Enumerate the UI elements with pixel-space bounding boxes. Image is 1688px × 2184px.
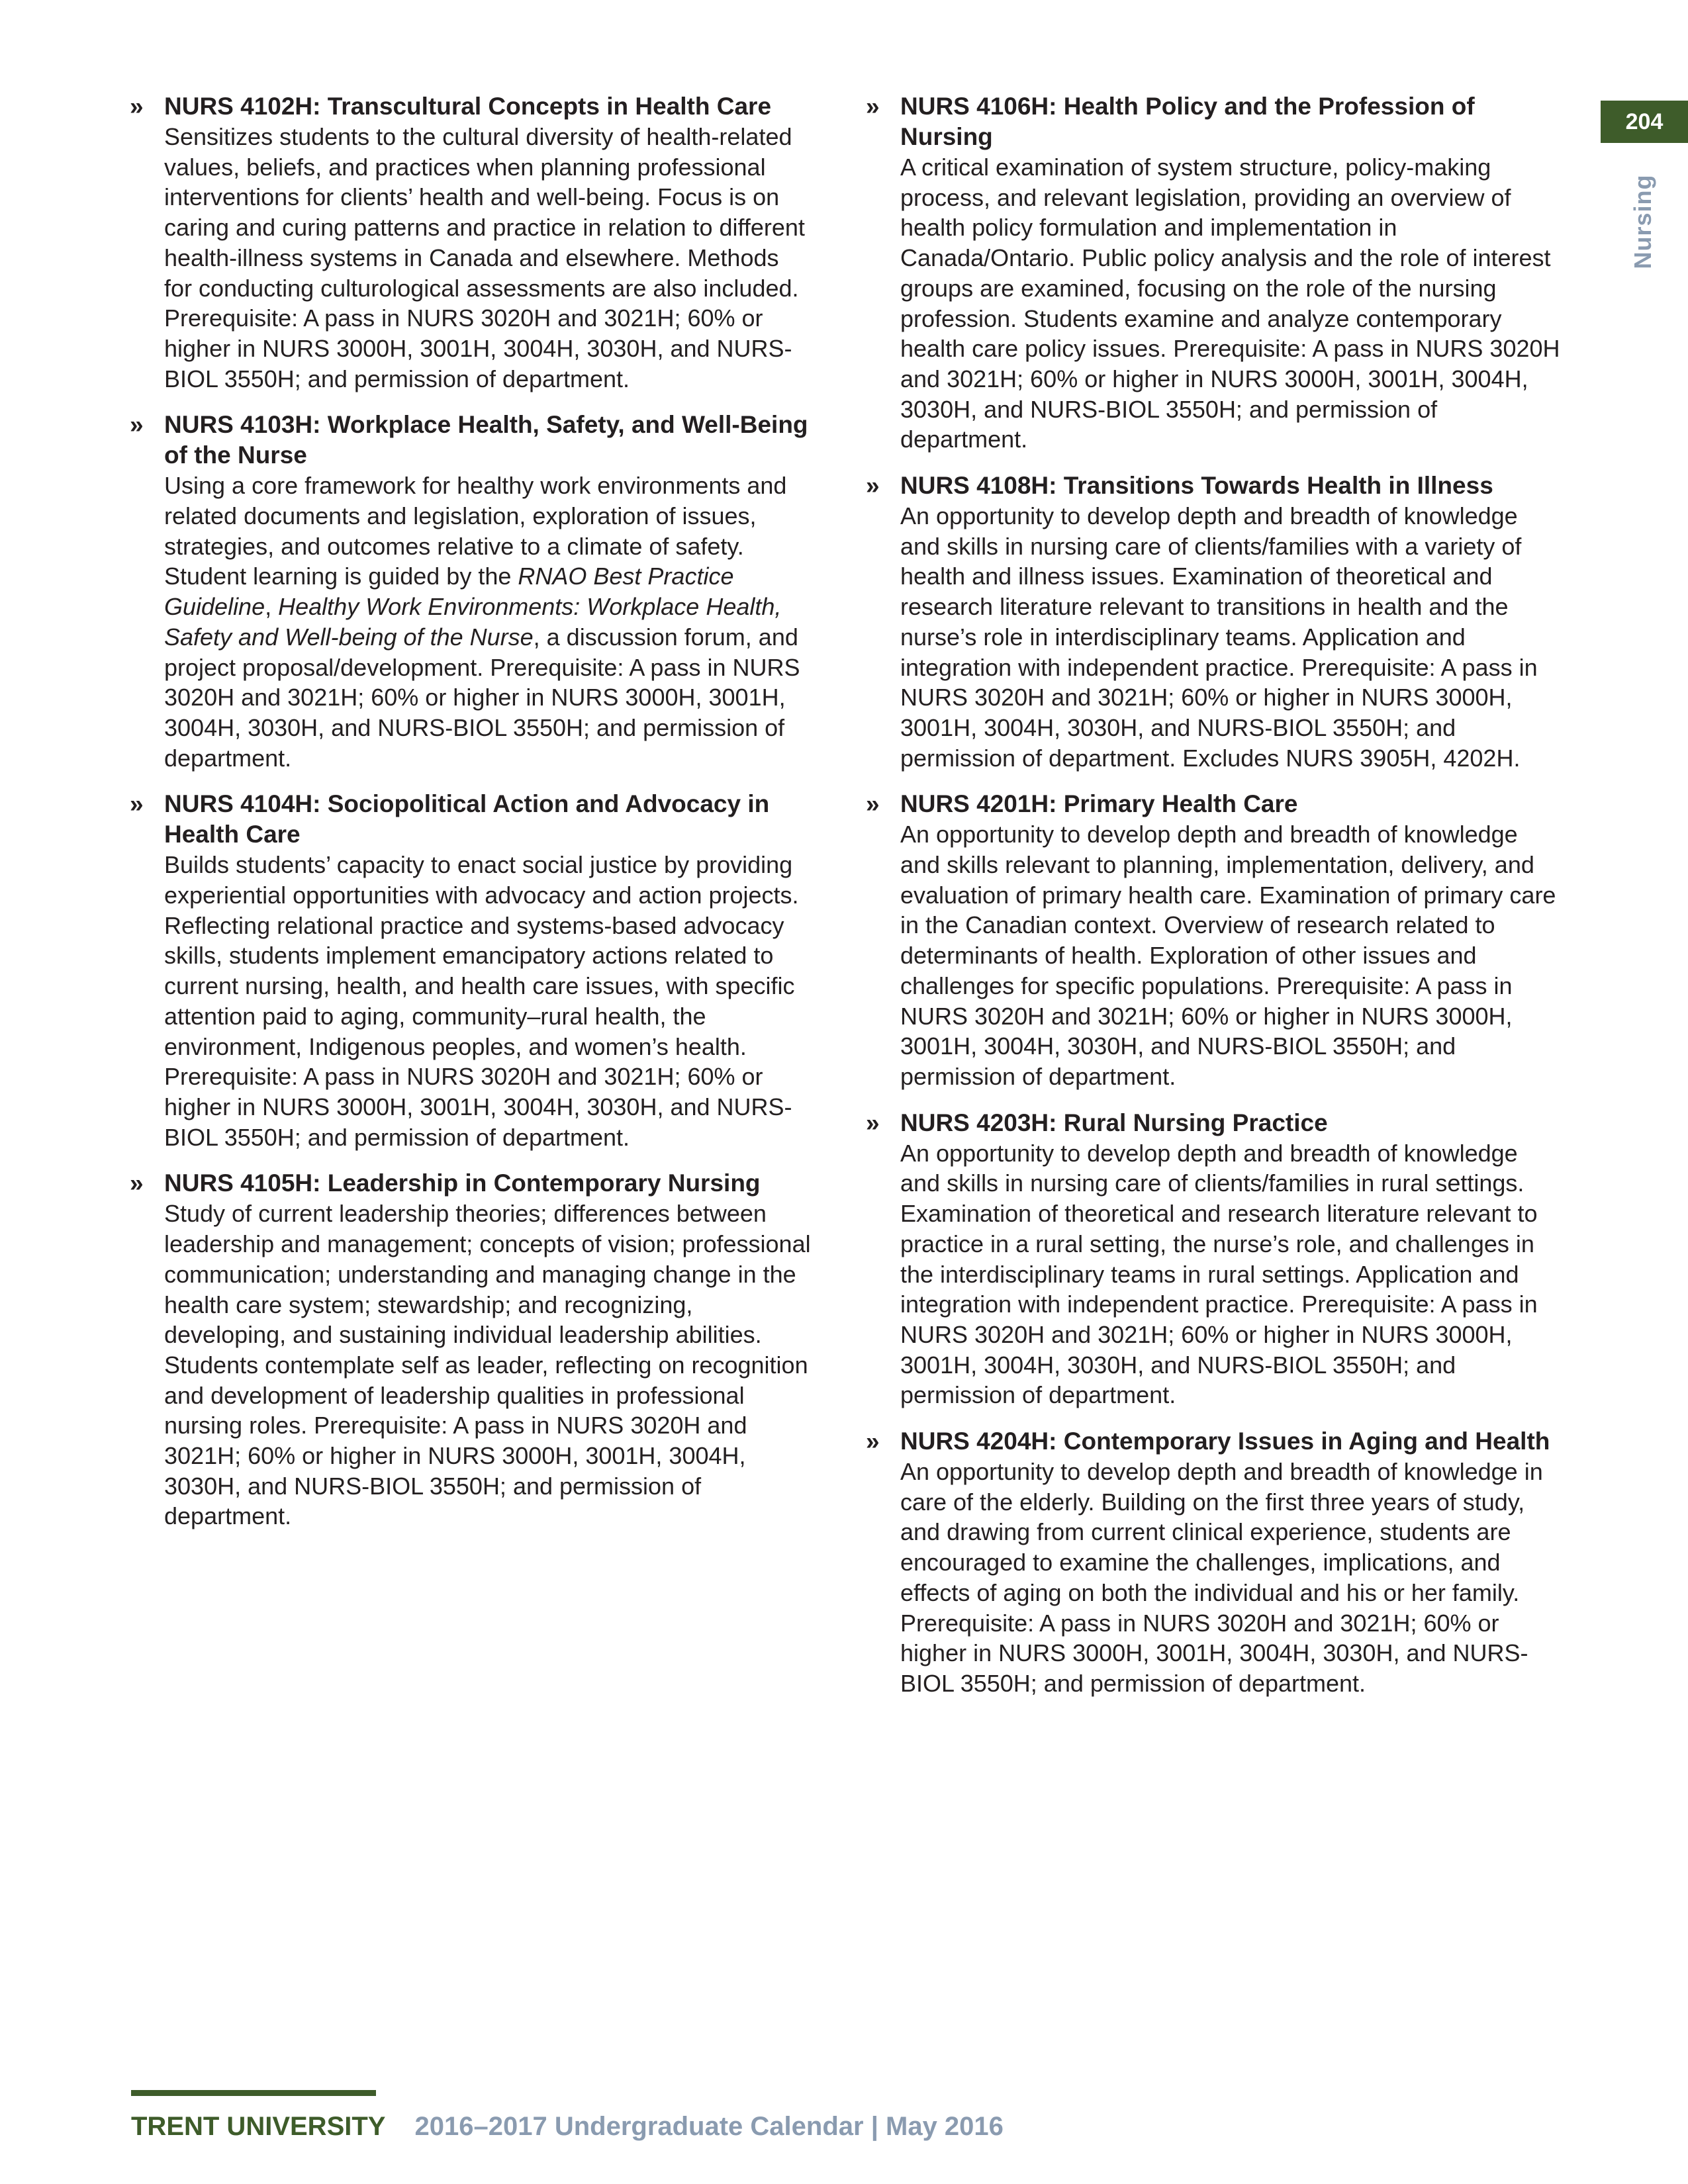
course-entry — [866, 1108, 1561, 1410]
course-entry — [866, 471, 1561, 773]
bullet-icon: » — [130, 411, 144, 439]
page-footer — [131, 2110, 1004, 2143]
italic-reference: Healthy Work Environments: Workplace Health, Safety and Well-being of the Nurse — [164, 593, 782, 651]
bullet-icon: » — [130, 790, 144, 818]
right-column — [866, 91, 1561, 1715]
course-title: NURS 4201H: Primary Health Care — [900, 790, 1298, 818]
course-description: Sensitizes students to the cultural diversity of health-related values, beliefs, and practices when planning professional interventions for clients’ health and well-being. Focus is on caring and curing patterns and practice in relation to different health-illness systems in Canada and elsewhere. Methods for conducting culturological assessments are also included. Prerequisite: A pass in NURS 3020H and 3021H; 60% or higher in NURS 3000H, 3001H, 3004H, 3030H, and NURS-BIOL 3550H; and permission of department. — [164, 123, 805, 392]
footer-institution: TRENT UNIVERSITY — [131, 2112, 386, 2141]
bullet-icon: » — [130, 1169, 144, 1197]
footer-rule — [131, 2090, 376, 2096]
course-description: An opportunity to develop depth and breadth of knowledge in care of the elderly. Building on the first three years of study, and drawing from current clinical experience, students are encouraged to examine the challenges, implications, and effects of aging on both the individual and his or her family. Prerequisite: A pass in NURS 3020H and 3021H; 60% or higher in NURS 3000H, 3001H, 3004H, 3030H, and NURS-BIOL 3550H; and permission of department. — [900, 1458, 1543, 1697]
italic-reference: RNAO Best Practice Guideline — [164, 563, 734, 621]
bullet-icon: » — [866, 93, 880, 120]
course-title: NURS 4102H: Transcultural Concepts in Health Care — [164, 93, 772, 120]
course-entry — [130, 789, 812, 1152]
description-text: , a discussion forum, and project proposal/development. Prerequisite: A pass in NURS 3020H and 3021H; 60% or higher in NURS 3000H, 3001H, 3004H, 3030H, and NURS-BIOL 3550H; and permission of department. — [164, 623, 800, 772]
course-entry — [866, 789, 1561, 1091]
course-description: A critical examination of system structure, policy-making process, and relevant legislation, providing an overview of health policy formulation and implementation in Canada/Ontario. Public policy analysis and the role of interest groups are examined, focusing on the role of the nursing profession. Students examine and analyze contemporary health care policy issues. Prerequisite: A pass in NURS 3020H and 3021H; 60% or higher in NURS 3000H, 3001H, 3004H, 3030H, and NURS-BIOL 3550H; and permission of department. — [900, 154, 1560, 453]
bullet-icon: » — [866, 790, 880, 818]
course-title: NURS 4204H: Contemporary Issues in Aging and Health — [900, 1428, 1550, 1455]
course-entry — [130, 410, 812, 773]
course-description — [164, 471, 812, 773]
bullet-icon: » — [866, 472, 880, 500]
description-text: Using a core framework for healthy work environments and related documents and legislation, exploration of issues, strategies, and outcomes relative to a climate of safety. Student learning is guided by the — [164, 472, 787, 590]
course-title: NURS 4105H: Leadership in Contemporary Nursing — [164, 1169, 761, 1197]
left-column — [130, 91, 812, 1547]
course-title: NURS 4104H: Sociopolitical Action and Advocacy in Health Care — [164, 790, 770, 848]
section-label-text: Nursing — [1629, 174, 1656, 269]
course-description: An opportunity to develop depth and breadth of knowledge and skills in nursing care of clients/families with a variety of health and illness issues. Examination of theoretical and research literature relevant to transitions in health and the nurse’s role in interdisciplinary teams. Application and integration with independent practice. Prerequisite: A pass in NURS 3020H and 3021H; 60% or higher in NURS 3000H, 3001H, 3004H, 3030H, and NURS-BIOL 3550H; and permission of department. Excludes NURS 3905H, 4202H. — [900, 502, 1538, 772]
bullet-icon: » — [866, 1109, 880, 1136]
footer-calendar: 2016–2017 Undergraduate Calendar | May 2016 — [414, 2112, 1004, 2141]
bullet-icon: » — [866, 1428, 880, 1455]
course-entry — [130, 91, 812, 394]
course-title: NURS 4203H: Rural Nursing Practice — [900, 1109, 1328, 1136]
course-description: Study of current leadership theories; differences between leadership and management; concepts of vision; professional communication; understanding and managing change in the health care system; stewardship; and recognizing, developing, and sustaining individual leadership abilities. Students contemplate self as leader, reflecting on recognition and development of leadership qualities in professional nursing roles. Prerequisite: A pass in NURS 3020H and 3021H; 60% or higher in NURS 3000H, 3001H, 3004H, 3030H, and NURS-BIOL 3550H; and permission of department. — [164, 1200, 811, 1530]
course-entry — [130, 1168, 812, 1531]
course-title: NURS 4103H: Workplace Health, Safety, and Well-Being of the Nurse — [164, 411, 808, 469]
course-description: An opportunity to develop depth and breadth of knowledge and skills in nursing care of clients/families in rural settings. Examination of theoretical and research literature relevant to practice in a rural setting, the nurse’s role, and challenges in the interdisciplinary teams in rural settings. Application and integration with independent practice. Prerequisite: A pass in NURS 3020H and 3021H; 60% or higher in NURS 3000H, 3001H, 3004H, 3030H, and NURS-BIOL 3550H; and permission of department. — [900, 1139, 1538, 1409]
page-number-badge: 204 — [1601, 101, 1688, 143]
course-description: An opportunity to develop depth and breadth of knowledge and skills relevant to planning, implementation, delivery, and evaluation of primary health care. Examination of primary care in the Canadian context. Overview of research related to determinants of health. Exploration of other issues and challenges for specific populations. Prerequisite: A pass in NURS 3020H and 3021H; 60% or higher in NURS 3000H, 3001H, 3004H, 3030H, and NURS-BIOL 3550H; and permission of department. — [900, 821, 1556, 1090]
course-title: NURS 4106H: Health Policy and the Profession of Nursing — [900, 93, 1475, 150]
course-title: NURS 4108H: Transitions Towards Health in Illness — [900, 472, 1493, 500]
bullet-icon: » — [130, 93, 144, 120]
section-label — [1630, 165, 1656, 278]
course-description: Builds students’ capacity to enact social justice by providing experiential opportunities with advocacy and action projects. Reflecting relational practice and systems-based advocacy skills, students implement emancipatory actions related to current nursing, health, and health care issues, with specific attention paid to aging, community–rural health, the environment, Indigenous peoples, and women’s health. Prerequisite: A pass in NURS 3020H and 3021H; 60% or higher in NURS 3000H, 3001H, 3004H, 3030H, and NURS-BIOL 3550H; and permission of department. — [164, 851, 799, 1151]
course-entry — [866, 1426, 1561, 1699]
description-text: , — [265, 593, 279, 621]
course-entry — [866, 91, 1561, 455]
